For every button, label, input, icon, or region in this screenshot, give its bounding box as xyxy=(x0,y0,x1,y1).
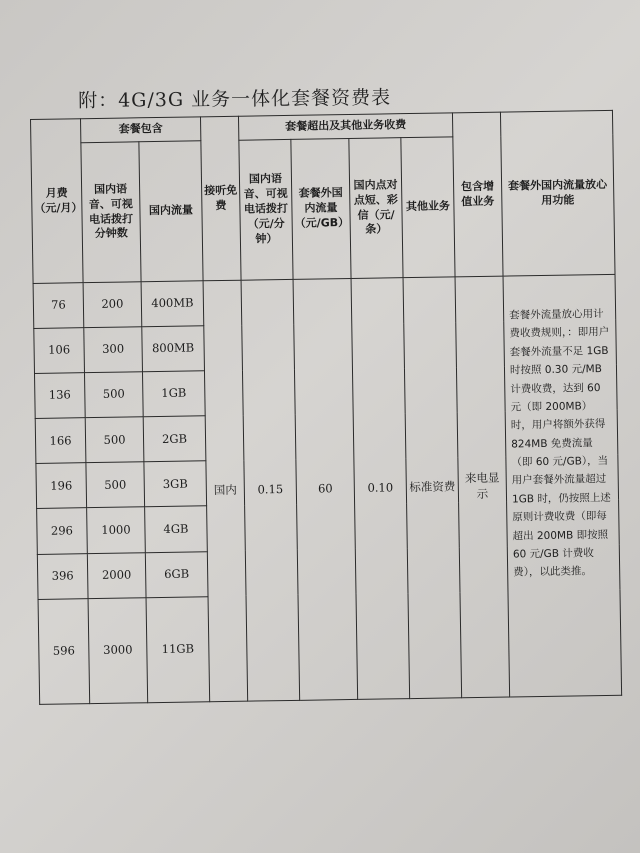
header-voice-overage: 国内语音、可视电话拨打（元/分钟） xyxy=(239,139,293,280)
data-cell: 11GB xyxy=(146,596,210,702)
data-cell: 6GB xyxy=(145,551,208,597)
fee-cell: 106 xyxy=(34,328,85,374)
data-cell: 800MB xyxy=(142,326,205,372)
free-answer-cell: 国内 xyxy=(203,280,248,702)
voice-cell: 2000 xyxy=(87,552,146,598)
voice-overage-cell: 0.15 xyxy=(241,279,300,701)
voice-cell: 200 xyxy=(83,282,142,328)
header-data: 国内流量 xyxy=(139,141,203,282)
voice-cell: 500 xyxy=(85,417,144,463)
header-data-overage: 套餐外国内流量（元/GB） xyxy=(291,138,351,279)
tariff-table-container xyxy=(30,110,621,705)
header-other-services: 其他业务 xyxy=(401,137,455,278)
header-sms: 国内点对点短、彩信（元/条） xyxy=(349,138,403,279)
sms-cell: 0.10 xyxy=(351,278,410,700)
data-cell: 2GB xyxy=(143,416,206,462)
voice-cell: 500 xyxy=(86,462,145,508)
voice-cell: 300 xyxy=(84,327,143,373)
header-voice: 国内语音、可视电话拨打分钟数 xyxy=(81,142,141,283)
data-cell: 1GB xyxy=(142,371,205,417)
page-title: 附：4G/3G 业务一体化套餐资费表 xyxy=(78,86,392,112)
data-overage-cell: 60 xyxy=(293,278,358,700)
header-monthly-fee: 月费（元/月） xyxy=(31,119,84,284)
table-row xyxy=(33,274,616,328)
voice-cell: 3000 xyxy=(88,597,148,703)
fee-cell: 196 xyxy=(36,463,87,509)
worry-free-note: 套餐外流量放心用计费收费规则，：即用户套餐外流量不足 1GB 时按照 0.30 元/MB 计费收费，达到 60 元（即 200MB）时，用户将额外获得 824MB 免费流量（即 60 元/GB），当用户套餐外流量超过 1GB 时，仍按照上述原则计费收费（即每超出 200MB 即按照 60 元/GB 计费收费），以此类推。 xyxy=(503,274,622,697)
other-services-cell: 标准资费 xyxy=(403,277,462,699)
header-value-added: 包含增值业务 xyxy=(452,112,503,277)
voice-cell: 1000 xyxy=(87,507,146,553)
tariff-table xyxy=(30,110,622,705)
fee-cell: 166 xyxy=(35,418,86,464)
header-overage-group: 套餐超出及其他业务收费 xyxy=(238,113,452,140)
fee-cell: 396 xyxy=(37,553,88,599)
fee-cell: 296 xyxy=(37,508,88,554)
fee-cell: 596 xyxy=(38,598,90,704)
fee-cell: 136 xyxy=(35,373,86,419)
fee-cell: 76 xyxy=(33,283,84,329)
header-package-includes: 套餐包含 xyxy=(81,117,201,143)
header-worry-free: 套餐外国内流量放心用功能 xyxy=(500,110,615,276)
data-cell: 400MB xyxy=(141,281,204,327)
data-cell: 3GB xyxy=(144,461,207,507)
data-cell: 4GB xyxy=(145,506,208,552)
voice-cell: 500 xyxy=(84,372,143,418)
value-added-cell: 来电显示 xyxy=(455,276,510,698)
header-free-answer: 接听免费 xyxy=(200,116,241,281)
